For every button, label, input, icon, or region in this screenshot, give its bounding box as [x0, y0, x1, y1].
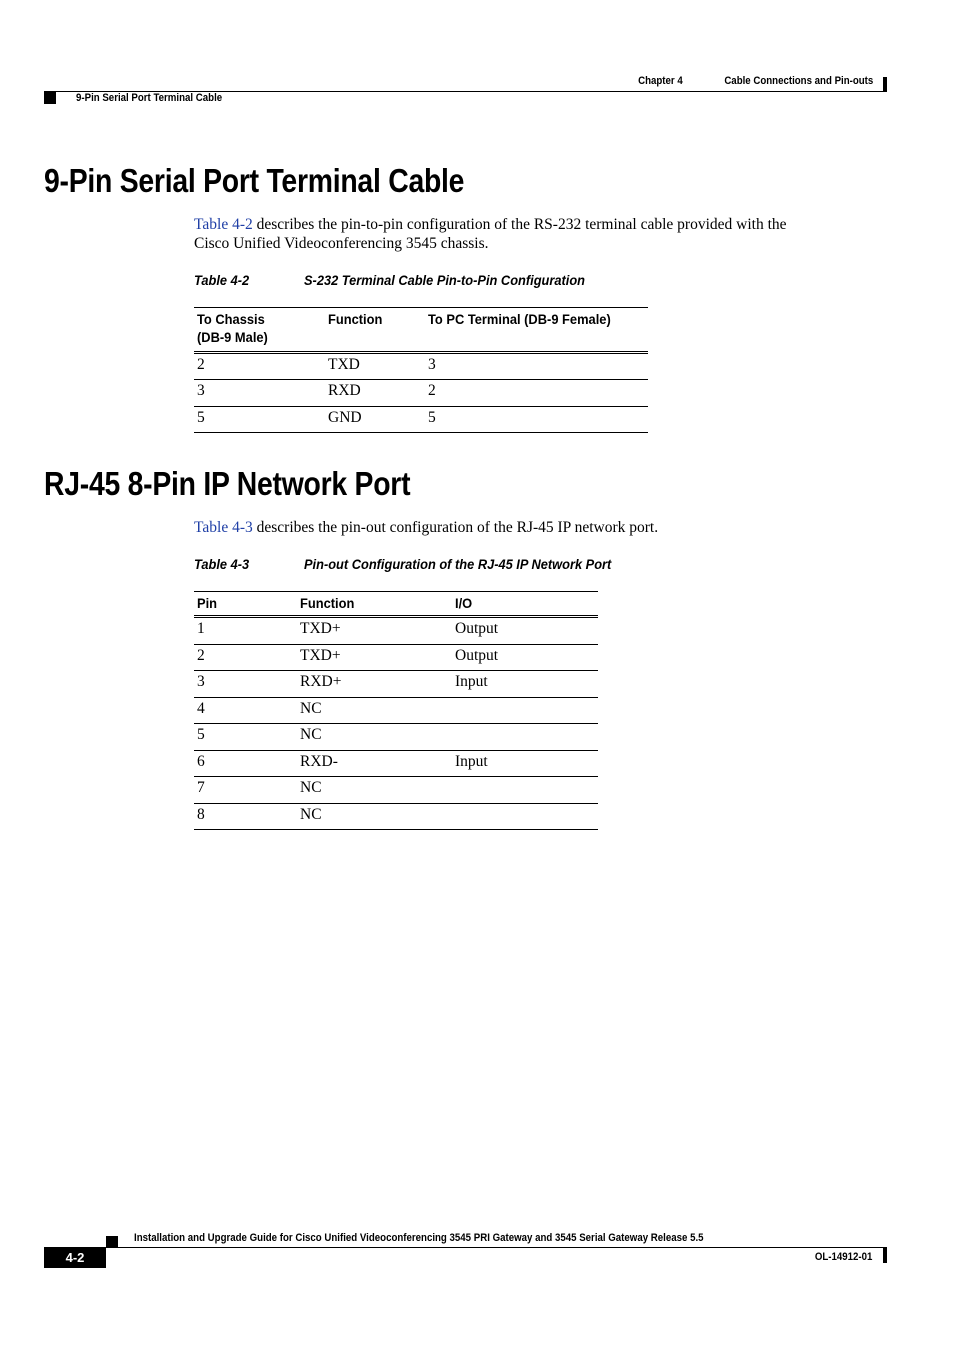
cell-function: NC [300, 806, 322, 823]
cell-function: GND [328, 409, 362, 426]
table-4-2-title: S-232 Terminal Cable Pin-to-Pin Configuration [304, 273, 585, 288]
cell-chassis: 3 [197, 382, 205, 399]
cell-function: RXD [328, 382, 361, 399]
section2-heading: RJ-45 8-Pin IP Network Port [44, 465, 411, 502]
col-to-chassis [197, 310, 268, 346]
cell-function: NC [300, 700, 322, 717]
cell-io: Output [455, 647, 499, 664]
col-to-chassis-line1: To Chassis [197, 311, 265, 327]
table-bottom-rule [194, 829, 598, 830]
col-pin: Pin [197, 595, 218, 611]
header-right-bar [883, 77, 887, 92]
row-rule [194, 379, 648, 380]
cell-function: TXD+ [300, 647, 341, 664]
footer-page-number: 4-2 [44, 1247, 106, 1268]
footer-rule [106, 1247, 887, 1248]
cell-pc-terminal: 3 [428, 356, 436, 373]
row-rule [194, 406, 648, 407]
row-rule [194, 776, 598, 777]
table-header-rule [194, 615, 598, 616]
section1-paragraph [194, 215, 854, 253]
col-io: I/O [455, 595, 473, 611]
table-top-rule [194, 307, 648, 308]
section1-heading: 9-Pin Serial Port Terminal Cable [44, 162, 465, 199]
cell-function: TXD+ [300, 620, 341, 637]
row-rule [194, 723, 598, 724]
section1-para-line1: describes the pin-to-pin configuration of the RS-232 terminal cable provided with the [252, 216, 787, 233]
header-left-block [44, 92, 56, 104]
col-to-pc-terminal: To PC Terminal (DB-9 Female) [428, 311, 611, 327]
col-function: Function [300, 595, 355, 611]
cell-pin: 1 [197, 620, 205, 637]
table-4-3-link[interactable]: Table 4-3 [194, 519, 253, 536]
cell-pc-terminal: 2 [428, 382, 436, 399]
cell-chassis: 5 [197, 409, 205, 426]
row-rule [194, 670, 598, 671]
table-header-rule-2 [194, 353, 648, 354]
cell-pin: 7 [197, 779, 205, 796]
cell-pin: 5 [197, 726, 205, 743]
cell-chassis: 2 [197, 356, 205, 373]
section2-para-text: describes the pin-out configuration of the RJ-45 IP network port. [252, 519, 659, 536]
header-chapter: Chapter 4 [638, 75, 683, 87]
cell-io: Input [455, 753, 488, 770]
table-4-2-label: Table 4-2 [194, 273, 250, 288]
footer-guide-title: Installation and Upgrade Guide for Cisco Unified Videoconferencing 3545 PRI Gateway and 3545 Serial Gateway Release 5.5 [134, 1232, 704, 1244]
footer-right-bar [883, 1248, 887, 1263]
table-bottom-rule [194, 432, 648, 433]
footer-doc-number: OL-14912-01 [814, 1251, 872, 1263]
row-rule [194, 644, 598, 645]
cell-function: NC [300, 726, 322, 743]
col-function: Function [328, 311, 383, 327]
row-rule [194, 803, 598, 804]
row-rule [194, 750, 598, 751]
section1-para-line2: Cisco Unified Videoconferencing 3545 chassis. [194, 235, 489, 252]
row-rule [194, 697, 598, 698]
cell-function: NC [300, 779, 322, 796]
cell-pin: 2 [197, 647, 205, 664]
cell-function: TXD [328, 356, 360, 373]
table-4-3-label: Table 4-3 [194, 557, 250, 572]
table-4-3-title: Pin-out Configuration of the RJ-45 IP Network Port [304, 557, 612, 572]
cell-io: Input [455, 673, 488, 690]
cell-pin: 4 [197, 700, 205, 717]
cell-pc-terminal: 5 [428, 409, 436, 426]
table-4-2-link[interactable]: Table 4-2 [194, 216, 253, 233]
cell-pin: 3 [197, 673, 205, 690]
cell-pin: 6 [197, 753, 205, 770]
table-header-rule [194, 351, 648, 352]
table-top-rule [194, 591, 598, 592]
cell-pin: 8 [197, 806, 205, 823]
section2-paragraph [194, 518, 854, 537]
cell-io: Output [455, 620, 499, 637]
table-header-rule-2 [194, 617, 598, 618]
cell-function: RXD+ [300, 673, 342, 690]
cell-function: RXD- [300, 753, 338, 770]
col-to-chassis-line2: (DB-9 Male) [197, 329, 268, 345]
header-chapter-title: Cable Connections and Pin-outs [724, 75, 873, 87]
header-section: 9-Pin Serial Port Terminal Cable [76, 92, 223, 104]
